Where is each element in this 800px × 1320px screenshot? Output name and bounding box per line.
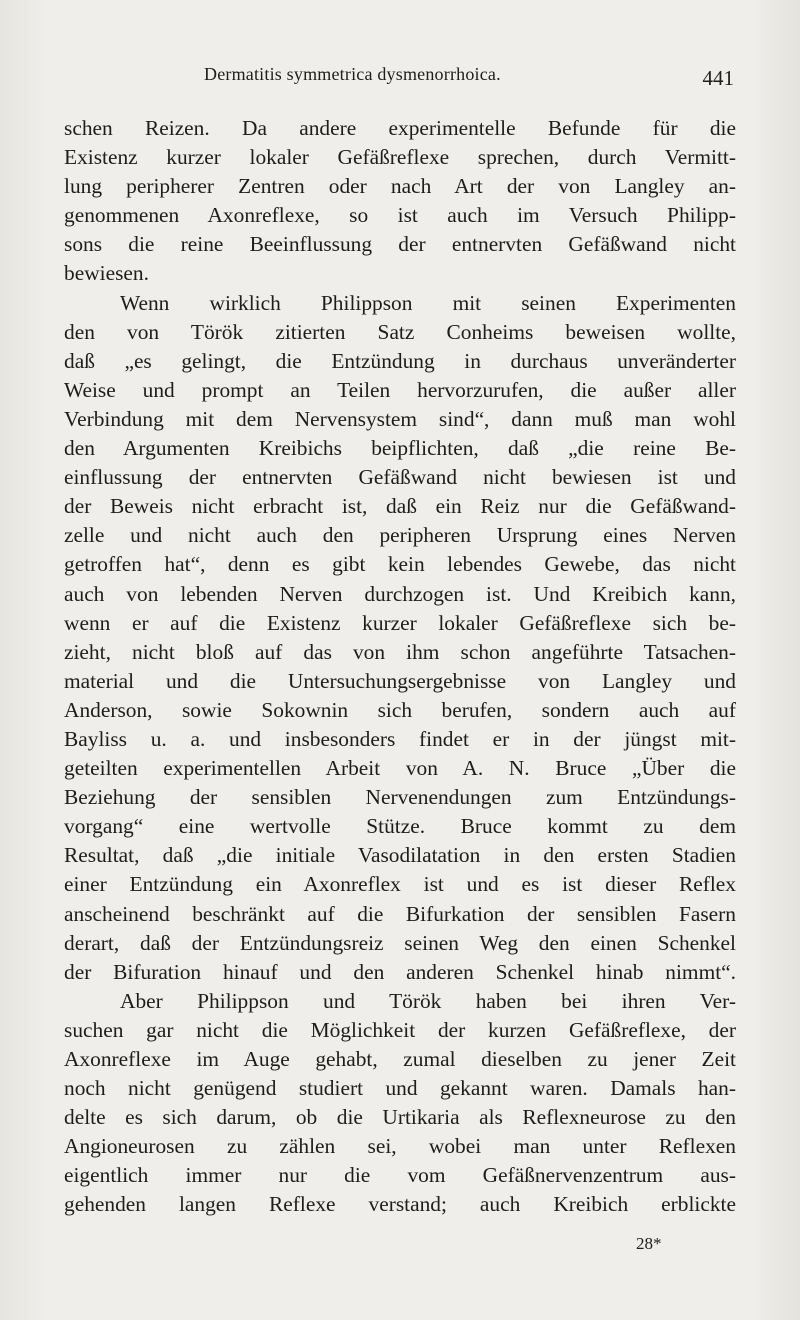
text-line: bewiesen. [64, 261, 149, 286]
text-line: Aber Philippson und Török haben bei ihren Ver- [120, 988, 736, 1013]
text-line: delte es sich darum, ob die Urtikaria als Reflexneurose zu den [64, 1105, 736, 1130]
text-line: einflussung der entnervten Gefäßwand nicht bewiesen ist und [64, 465, 736, 490]
text-line: Beziehung der sensiblen Nervenendungen zum Entzündungs- [64, 785, 736, 810]
text-line: Anderson, sowie Sokownin sich berufen, sondern auch auf [64, 697, 736, 722]
text-line: Angioneurosen zu zählen sei, wobei man unter Reflexen [64, 1134, 736, 1159]
text-line: zelle und nicht auch den peripheren Ursprung eines Nerven [64, 523, 736, 548]
text-line: schen Reizen. Da andere experimentelle Befunde für die [64, 116, 736, 140]
running-title: Dermatitis symmetrica dysmenorrhoica. [204, 64, 501, 84]
text-line: wenn er auf die Existenz kurzer lokaler Gefäßreflexe sich be- [64, 610, 736, 635]
text-line: gehenden langen Reflexe verstand; auch Kreibich erblickte [64, 1192, 736, 1217]
text-line: den Argumenten Kreibichs beipflichten, daß „die reine Be- [64, 436, 736, 461]
text-line: auch von lebenden Nerven durchzogen ist. Und Kreibich kann, [64, 581, 736, 606]
text-line: suchen gar nicht die Möglichkeit der kurzen Gefäßreflexe, der [64, 1017, 736, 1042]
text-line: anscheinend beschränkt auf die Bifurkation der sensiblen Fasern [64, 901, 736, 926]
text-line: noch nicht genügend studiert und gekannt waren. Damals han- [64, 1076, 736, 1101]
text-line: getroffen hat“, denn es gibt kein lebendes Gewebe, das nicht [64, 552, 736, 577]
text-line: Weise und prompt an Teilen hervorzurufen, die außer aller [64, 377, 736, 402]
text-line: der Bifuration hinauf und den anderen Schenkel hinab nimmt“. [64, 959, 736, 984]
text-line: daß „es gelingt, die Entzündung in durchaus unveränderter [64, 348, 736, 373]
text-line: lung peripherer Zentren oder nach Art der von Langley an- [64, 174, 736, 199]
text-line: genommenen Axonreflexe, so ist auch im Versuch Philipp- [64, 203, 736, 228]
text-line: vorgang“ eine wertvolle Stütze. Bruce kommt zu dem [64, 814, 736, 839]
text-line: eigentlich immer nur die vom Gefäßnervenzentrum aus- [64, 1163, 736, 1188]
text-line: der Beweis nicht erbracht ist, daß ein Reiz nur die Gefäßwand- [64, 494, 736, 519]
text-line: Existenz kurzer lokaler Gefäßreflexe sprechen, durch Vermitt- [64, 145, 736, 170]
text-line: material und die Untersuchungsergebnisse von Langley und [64, 668, 736, 693]
text-line: geteilten experimentellen Arbeit von A. N. Bruce „Über die [64, 756, 736, 781]
text-line: derart, daß der Entzündungsreiz seinen Weg den einen Schenkel [64, 930, 736, 955]
body-text [64, 114, 736, 1220]
text-line: Bayliss u. a. und insbesonders findet er in der jüngst mit- [64, 726, 736, 751]
text-line: zieht, nicht bloß auf das von ihm schon angeführte Tatsachen- [64, 639, 736, 664]
text-line: Verbindung mit dem Nervensystem sind“, dann muß man wohl [64, 406, 736, 431]
text-line: sons die reine Beeinflussung der entnervten Gefäßwand nicht [64, 232, 736, 257]
text-line: einer Entzündung ein Axonreflex ist und es ist dieser Reflex [64, 872, 736, 897]
text-line: den von Török zitierten Satz Conheims beweisen wollte, [64, 319, 736, 344]
text-line: Resultat, daß „die initiale Vasodilatation in den ersten Stadien [64, 843, 736, 868]
text-line: Wenn wirklich Philippson mit seinen Experimenten [120, 290, 736, 315]
text-line: Axonreflexe im Auge gehabt, zumal dieselben zu jener Zeit [64, 1047, 736, 1071]
page-header [64, 64, 734, 94]
signature-mark: 28* [636, 1234, 662, 1253]
page-number: 441 [702, 66, 734, 90]
